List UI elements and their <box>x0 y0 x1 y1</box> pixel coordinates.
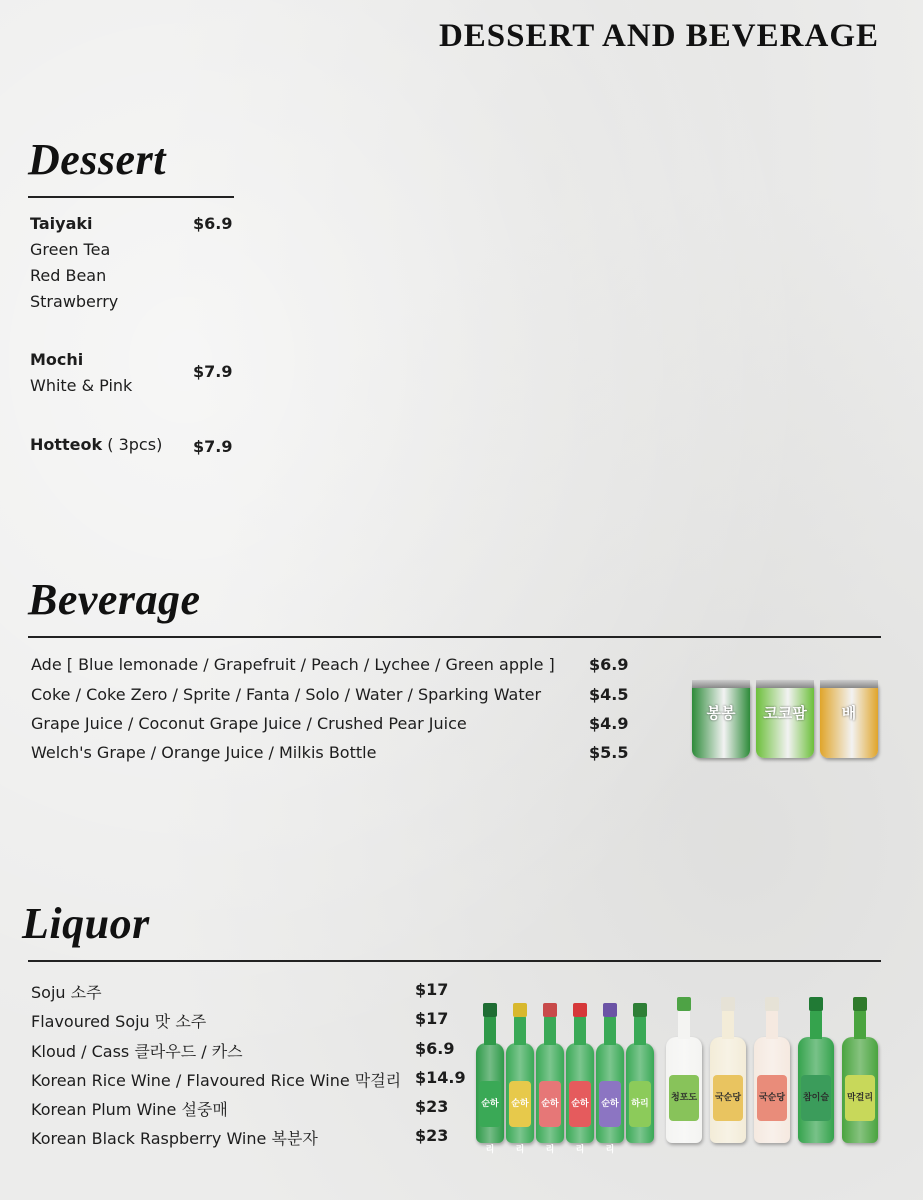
beverage-cans-image <box>692 678 882 764</box>
liquor-bottle-icon: 청포도 <box>666 1037 702 1143</box>
liquor-item-name: Korean Rice Wine / Flavoured Rice Wine 막걸리 <box>31 1071 402 1090</box>
dessert-item-price: $7.9 <box>193 437 233 456</box>
liquor-item-name: Soju 소주 <box>31 983 102 1002</box>
beverage-item-price: $6.9 <box>589 655 629 674</box>
drink-can-icon: 배 <box>820 680 878 758</box>
liquor-bottle-icon: 국순당 <box>754 1037 790 1143</box>
dessert-item-name: Hotteok <box>30 435 103 454</box>
liquor-item-name: Korean Black Raspberry Wine 복분자 <box>31 1129 318 1148</box>
dessert-section-title: Dessert <box>28 135 166 184</box>
dessert-item-qty: ( 3pcs) <box>107 435 163 454</box>
dessert-item-price: $7.9 <box>193 362 233 381</box>
dessert-item-option: White & Pink <box>30 376 133 395</box>
liquor-bottle-icon: 순하리 <box>596 1043 624 1143</box>
beverage-divider <box>28 636 881 638</box>
drink-can-icon: 봉봉 <box>692 680 750 758</box>
liquor-item-price: $6.9 <box>415 1039 455 1058</box>
liquor-bottle-icon: 순하리 <box>536 1043 564 1143</box>
dessert-item-name: Mochi <box>30 350 84 369</box>
liquor-item-name: Kloud / Cass 클라우드 / 카스 <box>31 1042 243 1061</box>
liquor-item-price: $17 <box>415 980 449 999</box>
dessert-item-price: $6.9 <box>193 214 233 233</box>
dessert-item-name-row <box>30 435 162 454</box>
liquor-bottle-icon: 막걸리 <box>842 1037 878 1143</box>
beverage-item-price: $5.5 <box>589 743 629 762</box>
beverage-item-price: $4.5 <box>589 685 629 704</box>
drink-can-icon: 코코팜 <box>756 680 814 758</box>
liquor-item-price: $17 <box>415 1009 449 1028</box>
beverage-item-name: Welch's Grape / Orange Juice / Milkis Bottle <box>31 743 377 762</box>
liquor-section-title: Liquor <box>22 899 150 948</box>
dessert-item-name: Taiyaki <box>30 214 93 233</box>
liquor-bottle-icon: 하리 <box>626 1043 654 1143</box>
beverage-section-title: Beverage <box>28 575 201 624</box>
dessert-divider <box>28 196 234 198</box>
liquor-bottle-icon: 순하리 <box>566 1043 594 1143</box>
beverage-item-name: Grape Juice / Coconut Grape Juice / Crushed Pear Juice <box>31 714 467 733</box>
liquor-item-name: Korean Plum Wine 설중매 <box>31 1100 228 1119</box>
dessert-item-option: Green Tea <box>30 240 111 259</box>
liquor-item-name: Flavoured Soju 맛 소주 <box>31 1012 207 1031</box>
dessert-item-option: Strawberry <box>30 292 119 311</box>
beverage-item-price: $4.9 <box>589 714 629 733</box>
liquor-item-price: $23 <box>415 1126 449 1145</box>
page-title: DESSERT AND BEVERAGE <box>438 18 879 54</box>
liquor-bottle-icon: 순하리 <box>506 1043 534 1143</box>
liquor-bottle-icon: 참이슬 <box>798 1037 834 1143</box>
liquor-bottle-icon: 순하리 <box>476 1043 504 1143</box>
dessert-item-option: Red Bean <box>30 266 107 285</box>
liquor-bottles-image <box>476 998 886 1155</box>
beverage-item-name: Coke / Coke Zero / Sprite / Fanta / Solo / Water / Sparking Water <box>31 685 542 704</box>
beverage-item-name: Ade [ Blue lemonade / Grapefruit / Peach / Lychee / Green apple ] <box>31 655 555 674</box>
liquor-divider <box>28 960 881 962</box>
liquor-item-price: $23 <box>415 1097 449 1116</box>
liquor-item-price: $14.9 <box>415 1068 466 1087</box>
liquor-bottle-icon: 국순당 <box>710 1037 746 1143</box>
